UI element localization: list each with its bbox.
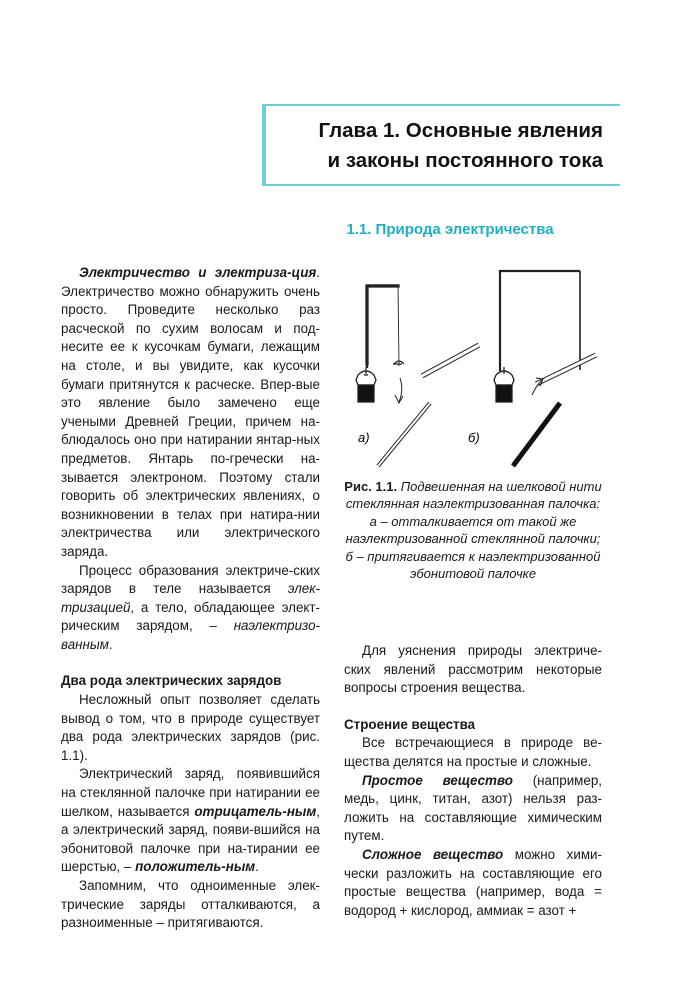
figure-1-1 [344, 262, 602, 480]
figure-a [356, 285, 479, 466]
paragraph-text: . Электричество можно обнаружить очень просто. Проведите несколько раз расческой по сухим волосам и под-несите ее к кусочкам бумаги, лежащим на столе, и вы увидите, как кусочки бумаги притянутся к расческе. Впер-вые это явление было замечено еще учеными Древней Греции, причем на-блюдалось оно при натирании янтар-ных предметов. Янтарь по-гречески на-зывается электроном. Поэтому стали говорить об электрических явлениях, о возникновении в телах при натира-нии электричества или электрического заряда. [61, 265, 320, 559]
paragraph-text: . [255, 859, 259, 875]
figure-label-b: б) [468, 430, 480, 445]
term-electrified: наэлектризо-ванным [61, 618, 320, 652]
section-title: 1.1. Природа электричества [346, 221, 554, 238]
paragraph-text: можно хими-чески разложить на составляющие его простые вещества (например, вода = водород + кислород, аммиак = азот + [344, 846, 602, 918]
caption-number: Рис. 1.1. [344, 479, 398, 494]
paragraph-electrification [61, 264, 320, 562]
paragraph-text: , а электрический заряд, появи-вшийся на эбонитовой палочке при на-тирании ее шерстью, – [61, 803, 320, 875]
subheading-two-charges: Два рода электрических зарядов [61, 673, 282, 689]
right-column [344, 642, 602, 920]
paragraph-substances: Все встречающиеся в природе ве-щества делятся на простые и сложные. [344, 735, 602, 769]
paragraph-remember: Запомним, что одноименные элек-трические заряды отталкиваются, а разноименные – притягиваются. [61, 878, 320, 931]
paragraph-text: Процесс образования электриче-ских зарядов в теле называется [61, 562, 320, 597]
paragraph-charge-types [61, 765, 320, 877]
term-complex-substance: Сложное вещество [362, 846, 504, 862]
paragraph-process [61, 562, 320, 655]
figure-b [494, 270, 596, 466]
caption-text: Подвешенная на шелковой нити стеклянная наэлектризованная палочка: а – отталкивается от такой же наэлектризованной стеклянной палочки; б – притягивается к наэлектризованной эбонитовой палочке [345, 479, 602, 582]
paragraph-simple [344, 772, 602, 846]
subheading-structure: Строение вещества [344, 716, 476, 732]
paragraph-complex [344, 846, 602, 920]
figure-caption [344, 478, 602, 582]
chapter-title-line-2: и законы постоянного тока [327, 149, 603, 172]
paragraph-experiment: Несложный опыт позволяет сделать вывод о том, что в природе существует два рода электрических зарядов (рис. 1.1). [61, 692, 320, 763]
term-electrification: Электричество и электриза-ция [79, 265, 317, 280]
term-positive: положитель-ным [135, 859, 256, 875]
chapter-title-line-1: Глава 1. Основные явления [318, 119, 603, 142]
chapter-title [270, 116, 603, 176]
paragraph-text: , а тело, обладающее элект-рическим зарядом, – [61, 599, 320, 634]
paragraph-text: . [108, 636, 113, 652]
figure-label-a: а) [358, 430, 370, 445]
term-negative: отрицатель-ным [194, 803, 317, 819]
left-column [61, 264, 320, 933]
paragraph-intro-structure: Для уяснения природы электриче-ских явлений рассмотрим некоторые вопросы строения вещества. [344, 643, 602, 696]
term-electrization: элек-тризацией [61, 581, 320, 615]
term-simple-substance: Простое вещество [362, 772, 513, 788]
paragraph-text: Электрический заряд, появившийся на стеклянной палочке при натирании ее шелком, называется [61, 766, 320, 819]
paragraph-text: (например, медь, цинк, титан, азот) нельзя раз-ложить на составляющие химическим путем. [344, 772, 602, 844]
